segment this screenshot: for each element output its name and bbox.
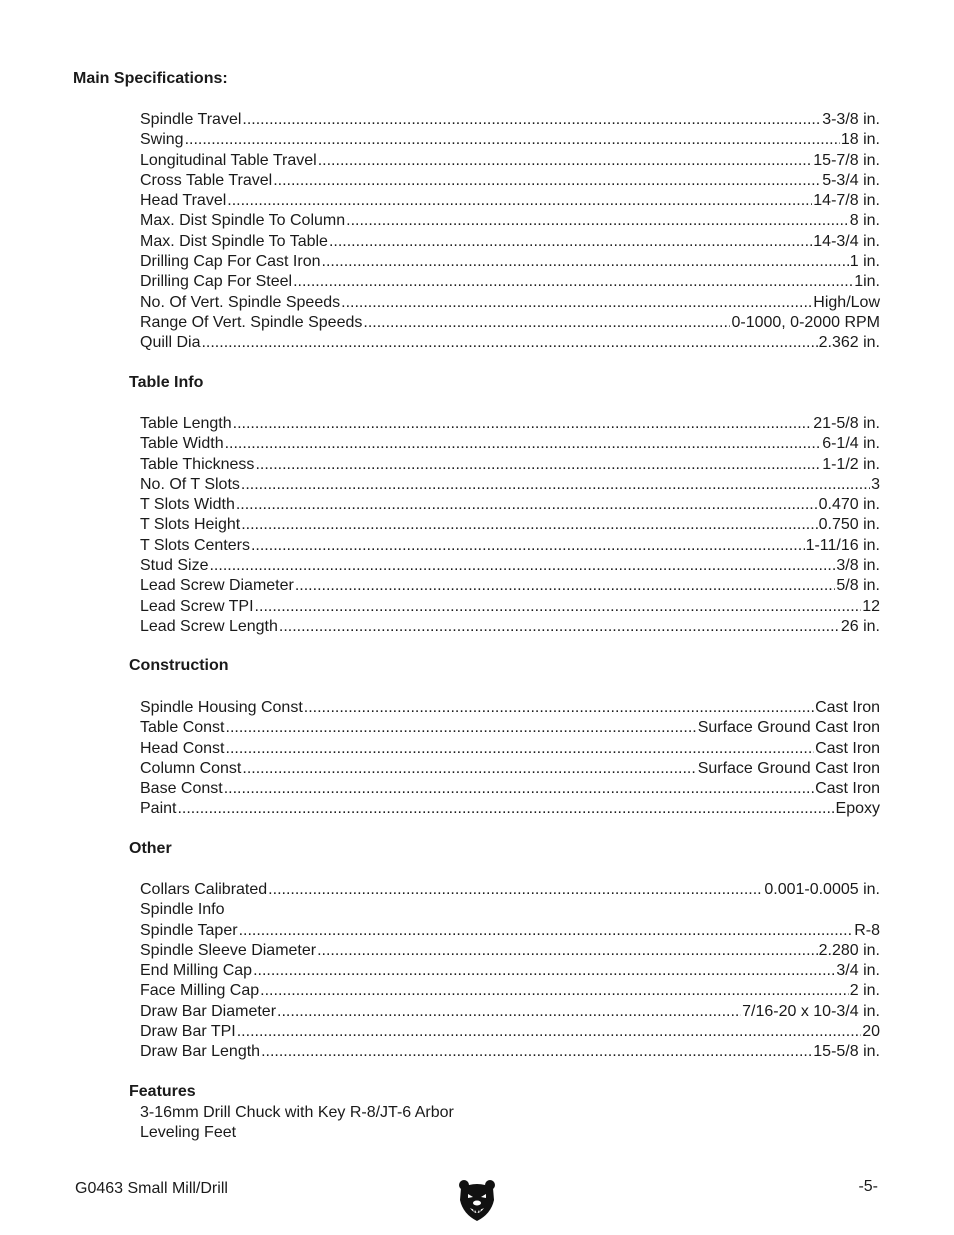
- leader-dots: [226, 718, 697, 738]
- leader-dots: [329, 232, 812, 252]
- spec-value: 6-1/4 in.: [822, 435, 880, 453]
- spec-value: Cast Iron: [815, 699, 880, 716]
- leader-dots: [242, 110, 821, 130]
- spec-row: [140, 252, 880, 272]
- spec-label: T Slots Width: [140, 496, 235, 514]
- spec-label: Max. Dist Spindle To Column: [140, 212, 346, 230]
- spec-value: 3/8 in.: [836, 557, 880, 575]
- leader-dots: [209, 556, 835, 576]
- spec-label: Table Thickness: [140, 455, 255, 473]
- construction-heading: Construction: [129, 657, 229, 674]
- spec-row: [140, 171, 880, 191]
- spec-row: [140, 313, 880, 333]
- spec-value: 15-5/8 in.: [813, 1043, 880, 1061]
- leader-dots: [253, 961, 835, 981]
- spec-label: End Milling Cap: [140, 962, 253, 980]
- spec-value: 2.280 in.: [818, 941, 880, 959]
- spec-row: [140, 759, 880, 779]
- leader-dots: [293, 272, 853, 292]
- spec-label: T Slots Centers: [140, 536, 250, 554]
- leader-dots: [318, 151, 813, 171]
- spec-label: Draw Bar Diameter: [140, 1002, 277, 1020]
- leader-dots: [341, 293, 812, 313]
- spec-value: 20: [862, 1023, 880, 1041]
- spec-value: 14-7/8 in.: [813, 192, 880, 210]
- spec-row: [140, 536, 880, 556]
- spec-label: Column Const: [140, 759, 242, 777]
- leader-dots: [279, 617, 840, 637]
- leader-dots: [242, 759, 696, 779]
- spec-value: 3/4 in.: [836, 962, 880, 980]
- spec-row: [140, 779, 880, 799]
- spec-row: [140, 515, 880, 535]
- spec-label: Collars Calibrated: [140, 881, 268, 898]
- spec-label: Lead Screw Diameter: [140, 577, 294, 595]
- spec-row: [140, 941, 880, 961]
- spec-row: [140, 718, 880, 738]
- leader-dots: [260, 981, 849, 1001]
- leader-dots: [239, 921, 854, 941]
- spec-value: 8 in.: [849, 212, 880, 230]
- spec-label: Face Milling Cap: [140, 982, 260, 1000]
- spec-value: High/Low: [813, 293, 880, 311]
- spec-label: No. Of Vert. Spindle Speeds: [140, 293, 341, 311]
- leader-dots: [185, 130, 840, 150]
- leader-dots: [363, 313, 730, 333]
- leader-dots: [261, 1042, 812, 1062]
- spec-value: 0.001-0.0005 in.: [764, 881, 880, 898]
- footer-model: G0463 Small Mill/Drill: [75, 1180, 228, 1197]
- leader-dots: [201, 333, 817, 353]
- spec-label: Base Const: [140, 780, 223, 798]
- spec-label: Swing: [140, 131, 184, 149]
- spec-row: [140, 739, 880, 759]
- leader-dots: [273, 171, 821, 191]
- spec-row: [140, 414, 880, 434]
- construction-list: [140, 698, 880, 820]
- feature-item: Leveling Feet: [140, 1124, 237, 1142]
- spec-row: [140, 495, 880, 515]
- spec-row: [140, 961, 880, 981]
- table-info-heading: Table Info: [129, 374, 204, 391]
- spec-value: Surface Ground Cast Iron: [697, 759, 880, 777]
- main-specs-list: [140, 110, 880, 354]
- spec-row: [140, 211, 880, 231]
- spec-row: [140, 1042, 880, 1062]
- spec-row: [140, 981, 880, 1001]
- spec-label: Draw Bar TPI: [140, 1023, 236, 1041]
- spec-row: [140, 475, 880, 495]
- spec-label: Spindle Housing Const: [140, 699, 303, 716]
- leader-dots: [268, 880, 763, 900]
- spec-row: [140, 597, 880, 617]
- spec-label: Spindle Sleeve Diameter: [140, 941, 317, 959]
- leader-dots: [177, 799, 834, 819]
- spec-row: [140, 698, 880, 718]
- other-heading: Other: [129, 840, 172, 857]
- spec-label: Lead Screw Length: [140, 617, 278, 635]
- features-list: [140, 1103, 880, 1144]
- spec-row: [140, 799, 880, 819]
- spec-label: Stud Size: [140, 557, 209, 575]
- spec-label: Draw Bar Length: [140, 1043, 261, 1061]
- spec-row: [140, 232, 880, 252]
- spec-label: Max. Dist Spindle To Table: [140, 232, 328, 250]
- spec-value: R-8: [854, 921, 880, 939]
- table-info-list: [140, 414, 880, 637]
- spec-value: 3-3/8 in.: [822, 111, 880, 128]
- leader-dots: [226, 739, 815, 759]
- leader-dots: [322, 252, 849, 272]
- spec-value: 26 in.: [840, 617, 880, 635]
- spec-row: [140, 434, 880, 454]
- leader-dots: [317, 941, 818, 961]
- spec-label: Table Const: [140, 719, 225, 737]
- spec-label: Drilling Cap For Steel: [140, 273, 293, 291]
- spec-value: 1-1/2 in.: [822, 455, 880, 473]
- spec-value: 0.470 in.: [818, 496, 880, 514]
- spec-row: [140, 1002, 880, 1022]
- spec-value: 1-11/16 in.: [805, 536, 880, 554]
- spec-label: Lead Screw TPI: [140, 597, 254, 615]
- page-title: Main Specifications:: [73, 70, 228, 87]
- leader-dots: [233, 414, 813, 434]
- leader-dots: [295, 576, 836, 596]
- spec-value: 21-5/8 in.: [813, 415, 880, 432]
- leader-dots: [236, 495, 818, 515]
- spec-value: 1in.: [854, 273, 880, 291]
- leader-dots: [225, 434, 822, 454]
- page-number: -5-: [858, 1178, 878, 1195]
- spec-value: Cast Iron: [815, 739, 880, 757]
- spec-label: No. Of T Slots: [140, 475, 240, 493]
- bear-head-icon: [457, 1178, 497, 1222]
- leader-dots: [237, 1022, 861, 1042]
- leader-dots: [224, 779, 814, 799]
- spec-row: [140, 556, 880, 576]
- spec-row: [140, 921, 880, 941]
- spec-value: 0-1000, 0-2000 RPM: [731, 313, 880, 331]
- spec-value: 14-3/4 in.: [813, 232, 880, 250]
- spec-value: 5/8 in.: [836, 577, 880, 595]
- spec-value: 18 in.: [840, 131, 880, 149]
- spec-value: 12: [862, 597, 880, 615]
- leader-dots: [241, 515, 817, 535]
- spec-value: Cast Iron: [815, 780, 880, 798]
- leader-dots: [346, 211, 849, 231]
- spec-label: Cross Table Travel: [140, 171, 273, 189]
- features-heading: Features: [129, 1083, 196, 1100]
- leader-dots: [227, 191, 812, 211]
- spec-label: Table Length: [140, 415, 232, 432]
- spec-label: Spindle Taper: [140, 921, 238, 939]
- spec-row: [140, 110, 880, 130]
- spec-label: T Slots Height: [140, 516, 241, 534]
- spec-value: 3: [871, 475, 880, 493]
- spec-label: Quill Dia: [140, 334, 201, 352]
- spec-row: [140, 272, 880, 292]
- spec-value: 2.362 in.: [818, 334, 880, 352]
- other-list: [140, 880, 880, 1063]
- spec-label: Spindle Travel: [140, 111, 242, 128]
- spec-label: Drilling Cap For Cast Iron: [140, 253, 321, 271]
- spec-row: [140, 576, 880, 596]
- spec-value: 0.750 in.: [818, 516, 880, 534]
- spec-value: Epoxy: [835, 800, 880, 818]
- spec-row: [140, 151, 880, 171]
- spec-label: Range Of Vert. Spindle Speeds: [140, 313, 363, 331]
- spec-row: [140, 455, 880, 475]
- spec-row: [140, 191, 880, 211]
- spec-value: 7/16-20 x 10-3/4 in.: [742, 1002, 880, 1020]
- leader-dots: [277, 1002, 741, 1022]
- spec-row: [140, 293, 880, 313]
- spec-label: Paint: [140, 800, 177, 818]
- spec-value: 2 in.: [849, 982, 880, 1000]
- spec-row: [140, 130, 880, 150]
- leader-dots: [251, 536, 805, 556]
- leader-dots: [304, 698, 814, 718]
- leader-dots: [241, 475, 870, 495]
- spindle-info-list: [140, 921, 880, 1063]
- spec-label: Longitudinal Table Travel: [140, 151, 317, 169]
- leader-dots: [255, 597, 862, 617]
- spec-row: [140, 880, 880, 900]
- spec-label: Head Const: [140, 739, 225, 757]
- spec-value: 1 in.: [849, 253, 880, 271]
- feature-item: 3-16mm Drill Chuck with Key R-8/JT-6 Arbor: [140, 1104, 454, 1121]
- leader-dots: [255, 455, 821, 475]
- spec-label: Head Travel: [140, 192, 227, 210]
- spec-value: 5-3/4 in.: [822, 171, 880, 189]
- spec-row: [140, 617, 880, 637]
- spec-row: [140, 1022, 880, 1042]
- spec-value: 15-7/8 in.: [813, 151, 880, 169]
- spindle-info-label: Spindle Info: [140, 901, 225, 919]
- spec-row: [140, 333, 880, 353]
- spec-label: Table Width: [140, 435, 224, 453]
- spec-value: Surface Ground Cast Iron: [697, 719, 880, 737]
